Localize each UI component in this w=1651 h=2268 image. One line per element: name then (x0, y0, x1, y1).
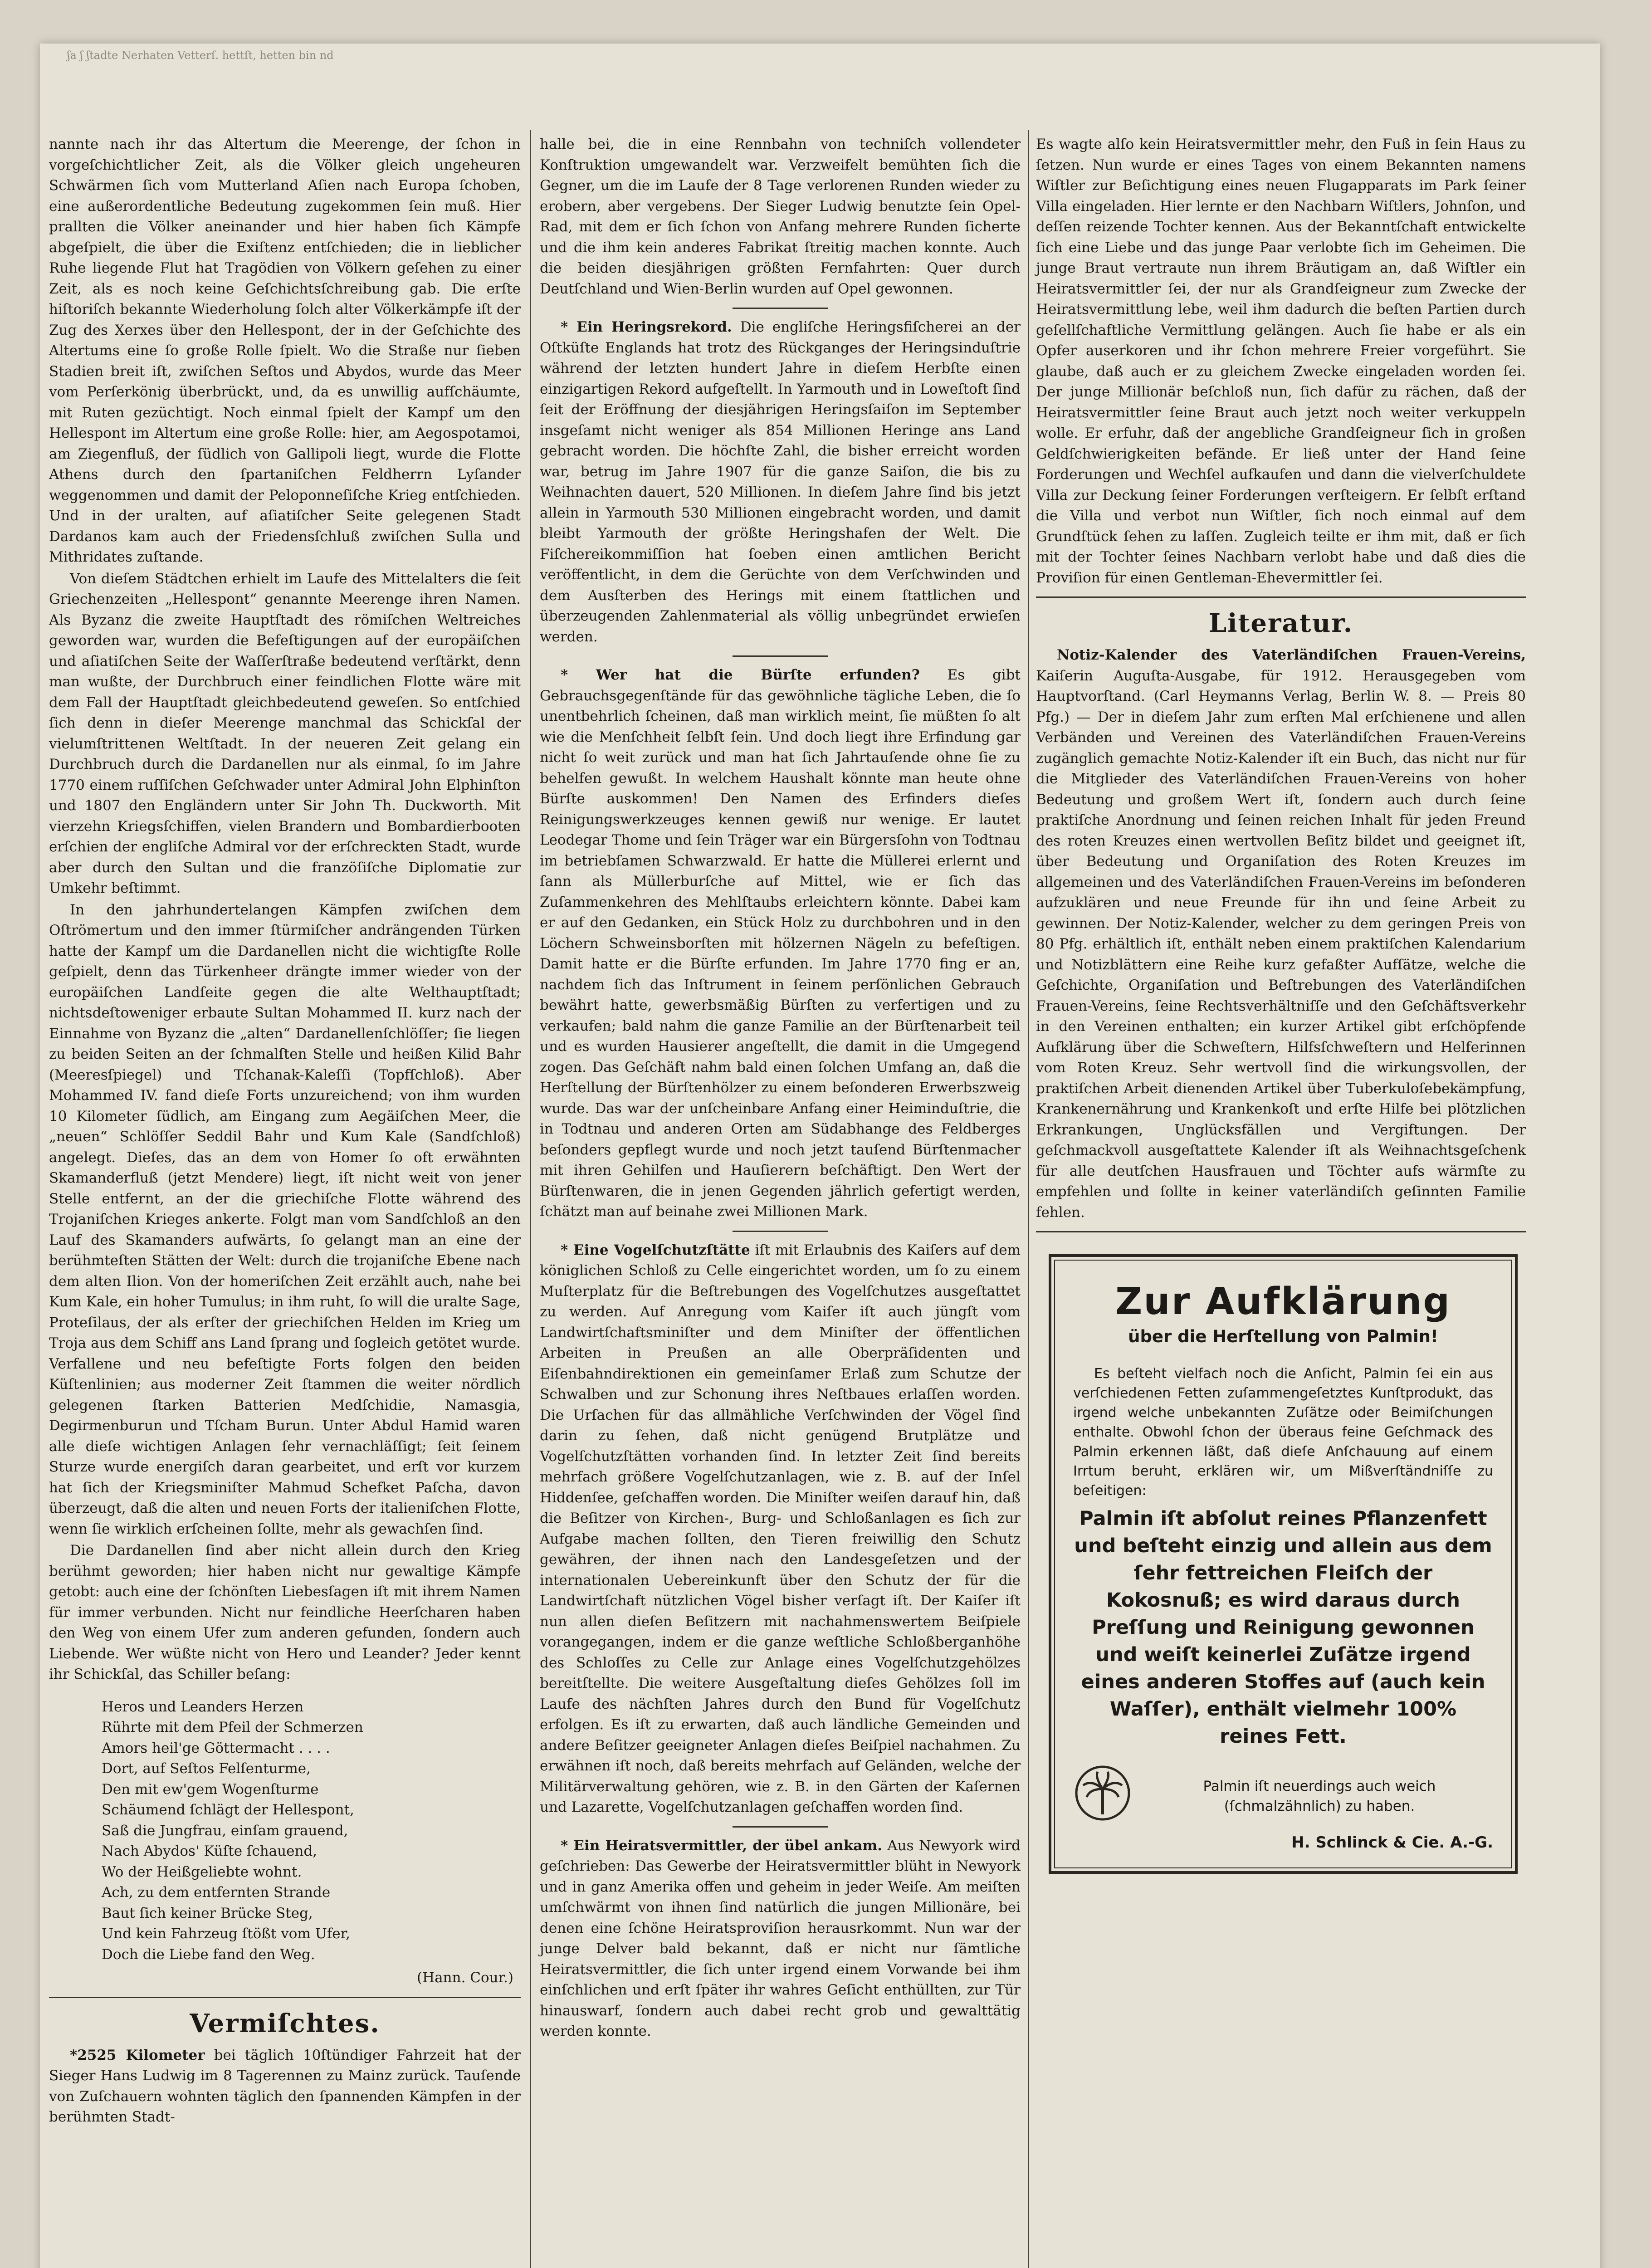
poem-line: Saß die Jungfrau, einſam grauend, (102, 1822, 348, 1839)
section-heading-vermischtes: Vermiſchtes. (190, 2008, 380, 2038)
ad-text: Es beſteht vielfach noch die Anſicht, Palmin ſei ein aus verſchiedenen Fetten zuſammengeſetztes Kunſtprodukt, das irgend welche unbekannten Zuſätze oder Beimiſchungen enthalte. Obwohl ſchon der überaus feine Geſchmack des Palmin erkennen läßt, daß dieſe Anſchauung auf einem Irrtum beruht, erklären wir, um Mißverſtändniſſe zu beſeitigen: (1073, 1366, 1493, 1499)
poem-credit: (Hann. Cour.) (417, 1970, 513, 1986)
poem-line: Wo der Heißgeliebte wohnt. (102, 1863, 302, 1880)
newspaper-page (40, 44, 1600, 2268)
section-divider (1036, 596, 1526, 598)
cut-off-previous-page-text: ʃa ʃ ʃtadte Nerhaten Vetterſ. hettſt, hetten bin nd (67, 49, 334, 62)
review-text: Kaiſerin Auguſta-Ausgabe, für 1912. Herausgegeben vom Hauptvorſtand. (Carl Heymanns Verlag, Berlin W. 8. — Preis 80 Pfg.) — Der in dieſem Jahr zum erſten Mal erſchienene und allen Verbänden und Vereinen des Vaterländiſchen Frauen-Vereins zugänglich gemachte Notiz-Kalender iſt ein Buch, das nicht nur für die Mitglieder des Vaterländiſchen Frauen-Vereins von hoher Bedeutung und großem Wert iſt, ſondern auch durch ſeine praktiſche Anordnung und ſeinen reichen Inhalt für jeden Freund des roten Kreuzes einen wertvollen Beſitz bildet und geeignet iſt, über Bedeutung und Organiſation des Roten Kreuzes im allgemeinen und des Vaterländiſchen Frauen-Vereins im beſonderen aufzuklären und neue Freunde für ihn und ſeine Arbeit zu gewinnen. Der Notiz-Kalender, welcher zu dem geringen Preis von 80 Pfg. erhältlich iſt, enthält neben einem praktiſchen Kalendarium und Notizblättern eine Reihe kurz gefaßter Aufſätze, welche die Geſchichte, Organiſation und Beſtrebungen des Vaterländiſchen Frauen-Vereins, ſeine Rechtsverhältniſſe und den Geſchäftsverkehr in den Vereinen enthalten; ein kurzer Artikel gibt erſchöpfende Aufklärung über die Schweſtern, Hilfsſchweſtern und Helferinnen vom Roten Kreuz. Sehr wertvoll ſind die wirkungsvollen, der praktiſchen Arbeit dienenden Artikel über Tuberkuloſebekämpfung, Krankenernährung und Krankenkoſt und erſte Hilfe bei plötzlichen Erkrankungen, Unglücksfällen und Vergiftungen. Der geſchmackvoll ausgeſtattete Kalender iſt als Weihnachtsgeſchenk für alle deutſchen Hausfrauen und Töchter aufs wärmſte zu empfehlen und ſollte in keiner vaterländiſch geſinnten Familie fehlen. (1036, 667, 1526, 1221)
palm-logo-icon (1073, 1764, 1132, 1829)
article-paragraph: Von dieſem Städtchen erhielt im Laufe des Mittelalters die ſeit Griechenzeiten „Hellespont“ genannte Meerenge ihren Namen. Als Byzanz die zweite Hauptſtadt des römiſchen Weltreiches geworden war, wurden die Befeſtigungen auf der europäiſchen und aſiatiſchen Seite der Waſſerſtraße bedeutend verſtärkt, denn man wußte, der Durchbruch einer feindlichen Flotte wäre mit dem Fall der Hauptſtadt gleichbedeutend geweſen. So entſchied ſich denn in dieſer Meerenge manchmal das Schickſal der vielumſtrittenen Weltſtadt. In der neueren Zeit gelang ein Durchbruch durch die Dardanellen nur als einmal, ſo im Jahre 1770 einem ruſſiſchen Geſchwader unter Admiral John Elphinſton und 1807 den Engländern unter Sir John Th. Duckworth. Mit vierzehn Kriegsſchiffen, vielen Brandern und Bombardierbooten erſchien der engliſche Admiral vor der erſchreckten Stadt, wurde aber durch den Sultan und die franzöſiſche Diplomatie zur Umkehr beſtimmt. (49, 570, 521, 896)
item-text: Es gibt Gebrauchsgegenſtände für das gewöhnliche tägliche Leben, die ſo unentbehrlich ſcheinen, daß man wirklich meint, ſie müßten ſo alt wie die Menſchheit ſelbſt ſein. Und doch liegt ihre Erfindung gar nicht ſo weit zurück und man hat ſich Jahrtauſende ohne ſie zu behelfen gewußt. In welchem Haushalt könnte man heute ohne Bürſte auskommen! Den Namen des Erfinders dieſes Reinigungswerkzeuges kennen gewiß nur wenige. Er lautet Leodegar Thome und ſein Träger war ein Bürgersſohn von Todtnau im betriebſamen Schwarzwald. Er hatte die Müllerei erlernt und ſann als Müllerburſche auf Mittel, wie er ſich das Zuſammenkehren des Mehlſtaubs erleichtern könnte. Dabei kam er auf den Gedanken, ein Stück Holz zu durchbohren und in den Löchern Schweinsborſten mit hölzernen Nägeln zu befeſtigen. Damit hatte er die Bürſte erfunden. Im Jahre 1770 fing er an, nachdem ſich das Inſtrument in ſeinem perſönlichen Gebrauch bewährt hatte, gewerbsmäßig Bürſten zu verfertigen und zu verkaufen; bald nahm die ganze Familie an der Bürſtenarbeit teil und es wurden Hausierer angeſtellt, die damit in die Umgegend zogen. Das Geſchäft nahm bald einen ſolchen Umfang an, daß die Herſtellung der Bürſtenhölzer zu einem beſonderen Erwerbszweig wurde. Das war der unſcheinbare Anfang einer Heiminduſtrie, die in Todtnau und anderen Orten am Südabhange des Feldberges beſonders gepflegt wurde und noch jetzt tauſend Bürſtenmacher mit ihren Gehilfen und Hauſierern beſchäftigt. Den Wert der Bürſtenwaren, die in jenen Gegenden jährlich gefertigt werden, ſchätzt man auf beinahe zwei Millionen Mark. (540, 667, 1021, 1220)
ad-claim: Palmin iſt abſolut reines Pflanzenfett und beſteht einzig und allein aus dem ſehr fettreichen Fleiſch der Kokosnuß; es wird daraus durch Preſſung und Reinigung gewonnen und weiſt keinerlei Zuſätze irgend eines anderen Stoffes auf (auch kein Waſſer), enthält vielmehr 100% reines Fett. (1074, 1507, 1492, 1748)
item-text: bei täglich 10ſtündiger Fahrzeit hat der Sieger Hans Ludwig im 8 Tagerennen zu Mainz zurück. Tauſende von Zuſchauern wohnten täglich den ſpannenden Kämpfen in der berühmten Stadt- (49, 2047, 521, 2125)
article-paragraph: In den jahrhundertelangen Kämpfen zwiſchen dem Oſtrömertum und den immer ſtürmiſcher andrängenden Türken hatte der Kampf um die Dardanellen nicht die wichtigſte Rolle geſpielt, denn das Türkenheer drängte immer wieder von der europäiſchen Landſeite gegen die alte Welthauptſtadt; nichtsdeſtoweniger erbaute Sultan Mohammed II. kurz nach der Einnahme von Byzanz die „alten“ Dardanellenſchlöſſer; ſie liegen zu beiden Seiten an der ſchmalſten Stelle und heißen Kilid Bahr (Meeresſpiegel) und Tſchanak-Kaleſſi (Topfſchloß). Aber Mohammed IV. fand dieſe Forts unzureichend; von ihm wurden 10 Kilometer ſüdlich, am Eingang zum Aegäiſchen Meer, die „neuen“ Schlöſſer Seddil Bahr und Kum Kale (Sandſchloß) angelegt. Dieſes, das an dem von Homer ſo oft erwähnten Skamanderfluß (jetzt Mendere) liegt, iſt nicht weit von jener Stelle entfernt, an der die griechiſche Flotte während des Trojaniſchen Krieges ankerte. Folgt man vom Sandſchloß an den Lauf des Skamanders aufwärts, ſo gelangt man an eine der berühmteſten Stätten der Welt: durch die trojaniſche Ebene nach dem alten Ilion. Von der homeriſchen Zeit erzählt auch, nahe bei Kum Kale, ein hoher Tumulus; in ihm ruht, ſo will die uralte Sage, Proteſilaus, der als erſter der griechiſchen Helden im Krieg um Troja aus dem Schiff ans Land ſprang und ſogleich getötet wurde. Verfallene und neu befeſtigte Forts folgen den beiden Küſtenlinien; aus moderner Zeit ſtammen die weiter nördlich gelegenen ſtarken Batterien Medſchidie, Namasgia, Degirmenburun und Tſcham Burun. Unter Abdul Hamid waren alle dieſe wichtigen Anlagen ſehr vernachläſſigt; ſeit ſeinem Sturze wurde energiſch daran gearbeitet, und erſt vor kurzem hat ſich der Kriegsminiſter Mahmud Schefket Paſcha, davon überzeugt, daß die alten und neuen Forts der italieniſchen Flotte, wenn ſie wirklich erſcheinen ſollte, mehr als gewachſen ſind. (49, 901, 521, 1537)
article-paragraph: nannte nach ihr das Altertum die Meerenge, der ſchon in vorgeſchichtlicher Zeit, als die Völker gleich ungeheuren Schwärmen ſich vom Mutterland Aſien nach Europa ſchoben, eine außerordentliche Bedeutung zugekommen ſein muß. Hier prallten die Völker aneinander und hier haben ſich Kämpfe abgeſpielt, die über die Exiſtenz entſchieden; die in lieblicher Ruhe liegende Flut hat Tragödien von Völkern geſehen zu einer Zeit, als es noch keine Geſchichtsſchreibung gab. Die erſte hiſtoriſch bekannte Wiederholung ſolch alter Völkerkämpfe iſt der Zug des Xerxes über den Hellespont, der in der Geſchichte des Altertums eine ſo große Rolle ſpielt. Wo die Straße nur ſieben Stadien breit iſt, zwiſchen Seſtos und Abydos, wurde das Meer vom Perſerkönig überbrückt, und, da es unwillig aufſchäumte, mit Ruten gezüchtigt. Noch einmal ſpielt der Kampf um den Hellespont im Altertum eine große Rolle: hier, am Aegospotamoi, am Ziegenfluß, der ſüdlich von Gallipoli liegt, wurde die Flotte Athens durch den ſpartaniſchen Feldherrn Lyſander weggenommen und damit der Peloponneſiſche Krieg entſchieden. Und in der uralten, auf aſiatiſcher Seite gelegenen Stadt Dardanos kam auch der Friedensſchluß zwiſchen Sulla und Mithridates zuſtande. (49, 136, 521, 565)
ad-company: H. Schlinck & Cie. A.-G. (1291, 1833, 1493, 1852)
section-heading-literatur: Literatur. (1208, 608, 1353, 638)
item-divider (733, 308, 828, 309)
column-3 (1036, 134, 1526, 1874)
item-divider (733, 655, 828, 657)
section-divider (49, 1997, 521, 1998)
poem-line: Den mit ew'gem Wogenſturme (102, 1781, 319, 1798)
poem (102, 1697, 521, 1989)
column-1 (49, 134, 521, 2128)
item-lead: * Ein Heiratsvermittler, der übel ankam. (561, 1837, 883, 1854)
poem-line: Dort, auf Seſtos Felſenturme, (102, 1760, 311, 1777)
article-paragraph: halle bei, die in eine Rennbahn von techniſch vollendeter Konſtruktion umgewandelt war. Verzweifelt bemühten ſich die Gegner, um die im Laufe der 8 Tage verlorenen Runden wieder zu erobern, aber vergebens. Der Sieger Ludwig benutzte ſein Opel-Rad, mit dem er ſich ſchon von Anfang mehrere Runden ſicherte und die ihm kein anderes Fabrikat ſtreitig machen konnte. Auch die beiden diesjährigen größten Fernfahrten: Quer durch Deutſchland und Wien-Berlin wurden auf Opel gewonnen. (540, 136, 1021, 297)
item-divider (733, 1826, 828, 1828)
item-divider (733, 1231, 828, 1232)
ad-title: Zur Aufklärung (1115, 1280, 1451, 1323)
article-paragraph: Es wagte alſo kein Heiratsvermittler mehr, den Fuß in ſein Haus zu ſetzen. Nun wurde er eines Tages von einem Bekannten namens Wiſtler zur Beſichtigung eines neuen Flugapparats im Park ſeiner Villa eingeladen. Hier lernte er den Nachbarn Wiſtlers, Johnſon, und deſſen reizende Tochter kennen. Aus der Bekanntſchaft entwickelte ſich eine Liebe und das junge Paar verlobte ſich im Geheimen. Die junge Braut vertraute nun ihrem Bräutigam an, daß Wiſtler ein Heiratsvermittler ſei, der nur als Grandſeigneur zum Zwecke der Heiratsvermittlung lebe, weil ihm dadurch die beſten Partien durch geſellſchaftliche Vermittlung gelängen. Auch ſie habe er als ein Opfer auserkoren und ihr ſchon mehrere Freier vorgeführt. Sie glaube, daß auch er zu gleichem Zwecke eingeladen worden ſei. Der junge Millionär beſchloß nun, ſich dafür zu rächen, daß der Heiratsvermittler ſeine Braut auch jetzt noch weiter verkuppeln wolle. Er erfuhr, daß der angebliche Grandſeigneur ſich in großen Geldſchwierigkeiten befände. Er ließ unter der Hand ſeine Forderungen und Wechſel aufkaufen und dann die vielverſchuldete Villa zur Deckung ſeiner Forderungen verſteigern. Er ſelbſt erſtand die Villa und verbot nun Wiſtler, ſich noch einmal auf dem Grundſtück ſehen zu laſſen. Zugleich teilte er ihm mit, daß er ſich mit der Tochter ſeines Nachbarn verlobt habe und daß dies die Proviſion für einen Gentleman-Ehevermittler ſei. (1036, 136, 1526, 586)
item-text: iſt mit Erlaubnis des Kaiſers auf dem königlichen Schloß zu Celle eingerichtet worden, um ſo zu einem Muſterplatz für die Beſtrebungen des Vogelſchutzes ausgeſtattet zu werden. Auf Anregung vom Kaiſer iſt auch jüngſt vom Landwirtſchaftsminiſter und dem Miniſter der öffentlichen Arbeiten in Preußen an alle Oberpräſidenten und Eiſenbahndirektionen ein gemeinſamer Erlaß zum Schutze der Schwalben und zur Schonung ihres Neſtbaues erlaſſen worden. Die Urſachen für das allmähliche Verſchwinden der Vögel ſind darin zu ſehen, daß nicht genügend Brutplätze und Vogelſchutzſtätten vorhanden ſind. In letzter Zeit ſind bereits mehrfach größere Vogelſchutzanlagen, wie z. B. auf der Inſel Hiddenſee, geſchaffen worden. Die Miniſter weiſen darauf hin, daß die Beſitzer von Kirchen-, Burg- und Schloßanlagen es ſich zur Aufgabe machen ſollten, den Tieren freiwillig den Schutz gewähren, der ihnen nach den Landesgeſetzen und der internationalen Uebereinkunft über den Schutz der für die Landwirtſchaft nützlichen Vögel bisher verſagt iſt. Der Kaiſer iſt nun allen dieſen Beſitzern mit nachahmenswertem Beiſpiele vorangegangen, indem er die ganze weſtliche Schloßberganhöhe des Schloſſes zu Celle zur Anlage eines Vogelſchutzgehölzes bereitſtellte. Die weitere Ausgeſtaltung dieſes Gehölzes ſoll im Laufe des nächſten Jahres durch den Bund für Vogelſchutz erfolgen. Es iſt zu erwarten, daß auch ländliche Gemeinden und andere Beſitzer geeigneter Anlagen dieſes Beiſpiel nachahmen. Zu erwähnen iſt noch, daß bereits mehrfach auf Geländen, welche der Militärverwaltung gehören, wie z. B. in den Gärten der Kaſernen und Lazarette, Vogelſchutzanlagen geſchaffen worden ſind. (540, 1242, 1021, 1815)
poem-line: Nach Abydos' Küſte ſchauend, (102, 1843, 318, 1859)
column-divider (1028, 130, 1029, 2268)
section-divider (1036, 1231, 1526, 1232)
item-lead: *2525 Kilometer (70, 2047, 205, 2063)
item-lead: * Ein Heringsrekord. (561, 319, 732, 335)
ad-footnote: Palmin iſt neuerdings auch weich (ſchmalzähnlich) zu haben. (1203, 1778, 1436, 1814)
poem-line: Heros und Leanders Herzen (102, 1698, 304, 1715)
poem-line: Rührte mit dem Pfeil der Schmerzen (102, 1719, 363, 1735)
article-paragraph: Die Dardanellen ſind aber nicht allein durch den Krieg berühmt geworden; hier haben nicht nur gewaltige Kämpfe getobt: auch eine der ſchönſten Liebesſagen iſt mit ihrem Namen für immer verbunden. Nicht nur feindliche Heerſcharen haben den Weg von einem Ufer zum anderen gefunden, ſondern auch Liebende. Wer wüßte nicht von Hero und Leander? Jeder kennt ihr Schickſal, das Schiller beſang: (49, 1542, 521, 1682)
item-text: Die engliſche Heringsfiſcherei an der Oſtküſte Englands hat trotz des Rückganges der Heringsinduſtrie während der letzten hundert Jahre in dieſem Herbſte einen einzigartigen Rekord aufgeſtellt. In Yarmouth und in Loweſtoft ſind ſeit der Eröffnung der diesjährigen Heringsſaiſon im September insgeſamt nicht weniger als 854 Millionen Heringe ans Land gebracht worden. Die höchſte Zahl, die bisher erreicht worden war, betrug im Jahre 1907 für die ganze Saiſon, die bis zu Weihnachten dauert, 520 Millionen. In dieſem Jahre ſind bis jetzt allein in Yarmouth 530 Millionen eingebracht worden, und damit bleibt Yarmouth der größte Heringshafen der Welt. Die Fiſchereikommiſſion hat ſoeben einen amtlichen Bericht veröffentlicht, in dem die Gerüchte von dem Verſchwinden und dem Ausſterben des Herings mit einem ſtattlichen und überzeugenden Zahlenmaterial als völlig unbegründet erwieſen werden. (540, 319, 1021, 645)
column-divider (530, 130, 531, 2268)
poem-line: Doch die Liebe fand den Weg. (102, 1946, 315, 1963)
poem-line: Und kein Fahrzeug ſtößt vom Ufer, (102, 1926, 350, 1942)
item-lead: * Wer hat die Bürſte erfunden? (561, 667, 920, 683)
poem-line: Ach, zu dem entfernten Strande (102, 1884, 331, 1901)
palmin-advertisement (1049, 1254, 1518, 1874)
ad-subtitle: über die Herſtellung von Palmin! (1128, 1327, 1438, 1346)
poem-line: Baut ſich keiner Brücke Steg, (102, 1905, 313, 1921)
poem-line: Amors heil'ge Göttermacht . . . . (102, 1740, 330, 1756)
poem-line: Schäumend ſchlägt der Hellespont, (102, 1802, 354, 1818)
item-lead: * Eine Vogelſchutzſtätte (561, 1242, 750, 1258)
review-title: Notiz-Kalender des Vaterländiſchen Frauen-Vereins, (1057, 647, 1526, 663)
item-text: Aus Newyork wird geſchrieben: Das Gewerbe der Heiratsvermittler blüht in Newyork und in ganz Amerika offen und geheim in jeder Weiſe. Am meiſten umſchwärmt von ihnen ſind natürlich die jungen Millionäre, bei denen eine ſchöne Heiratsproviſion herausrkommt. Nun war der junge Delver bald bekannt, daß er nicht nur ſämtliche Heiratsvermittler, die ſich unter irgend einem Vorwande bei ihm einſchlichen und erſt ſpäter ihr wahres Geſicht enthüllten, zur Tür hinauswarf, ſondern auch dabei recht grob und gewalttätig werden konnte. (540, 1837, 1021, 2039)
column-2 (540, 134, 1021, 2042)
